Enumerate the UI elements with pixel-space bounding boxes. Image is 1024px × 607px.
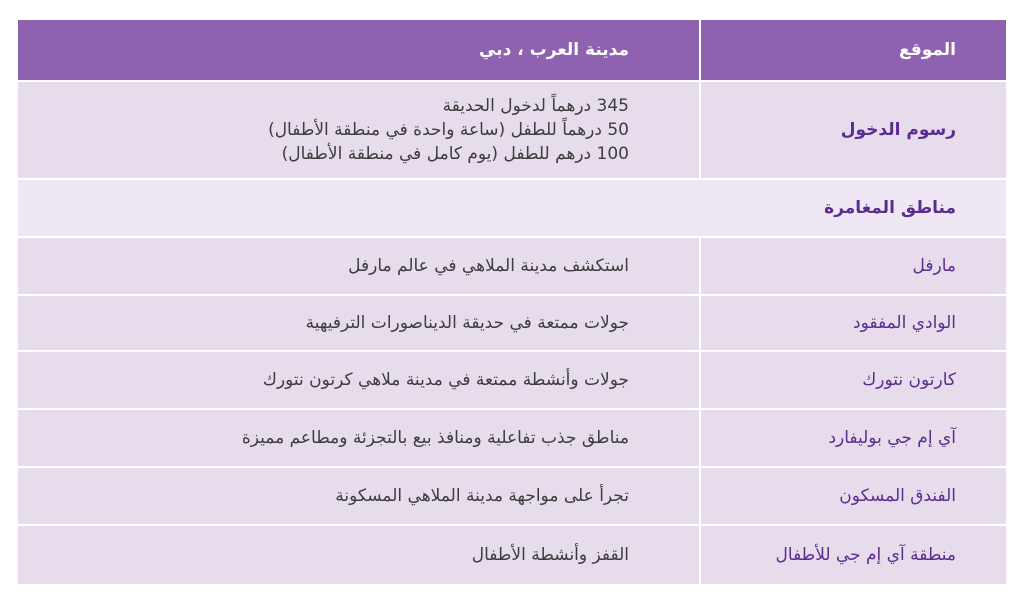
fees-label: رسوم الدخول — [699, 82, 1006, 178]
table-row-fees — [18, 82, 1006, 180]
zone-label: الفندق المسكون — [699, 468, 1006, 524]
fee-line: 100 درهم للطفل (يوم كامل في منطقة الأطفال) — [281, 144, 629, 164]
table-row — [18, 352, 1006, 410]
zone-label: آي إم جي بوليفارد — [699, 410, 1006, 466]
table-row — [18, 238, 1006, 296]
table-row — [18, 468, 1006, 526]
table-row — [18, 296, 1006, 352]
fee-line: 50 درهماً للطفل (ساعة واحدة في منطقة الأطفال) — [268, 120, 629, 140]
table-header-row — [18, 20, 1006, 82]
zone-label: كارتون نتورك — [699, 352, 1006, 408]
zone-description: استكشف مدينة الملاهي في عالم مارفل — [348, 256, 629, 276]
zone-description: تجرأ على مواجهة مدينة الملاهي المسكونة — [335, 486, 629, 506]
section-title-row — [18, 180, 1006, 238]
table-row — [18, 410, 1006, 468]
header-value-cell: مدينة العرب ، دبي — [479, 40, 629, 60]
zone-label: منطقة آي إم جي للأطفال — [699, 526, 1006, 584]
table-row — [18, 526, 1006, 584]
fees-values — [18, 82, 699, 178]
info-table — [18, 20, 1006, 584]
zone-label: الوادي المفقود — [699, 296, 1006, 350]
fee-line: 345 درهماً لدخول الحديقة — [442, 96, 629, 116]
zone-description: جولات ممتعة في حديقة الديناصورات الترفيهية — [305, 313, 629, 333]
header-label-cell: الموقع — [699, 20, 1006, 80]
zone-description: مناطق جذب تفاعلية ومنافذ بيع بالتجزئة ومطاعم مميزة — [241, 428, 629, 448]
zone-description: جولات وأنشطة ممتعة في مدينة ملاهي كرتون نتورك — [262, 370, 629, 390]
zone-description: القفز وأنشطة الأطفال — [471, 545, 629, 565]
zone-label: مارفل — [699, 238, 1006, 294]
section-title: مناطق المغامرة — [824, 198, 956, 218]
